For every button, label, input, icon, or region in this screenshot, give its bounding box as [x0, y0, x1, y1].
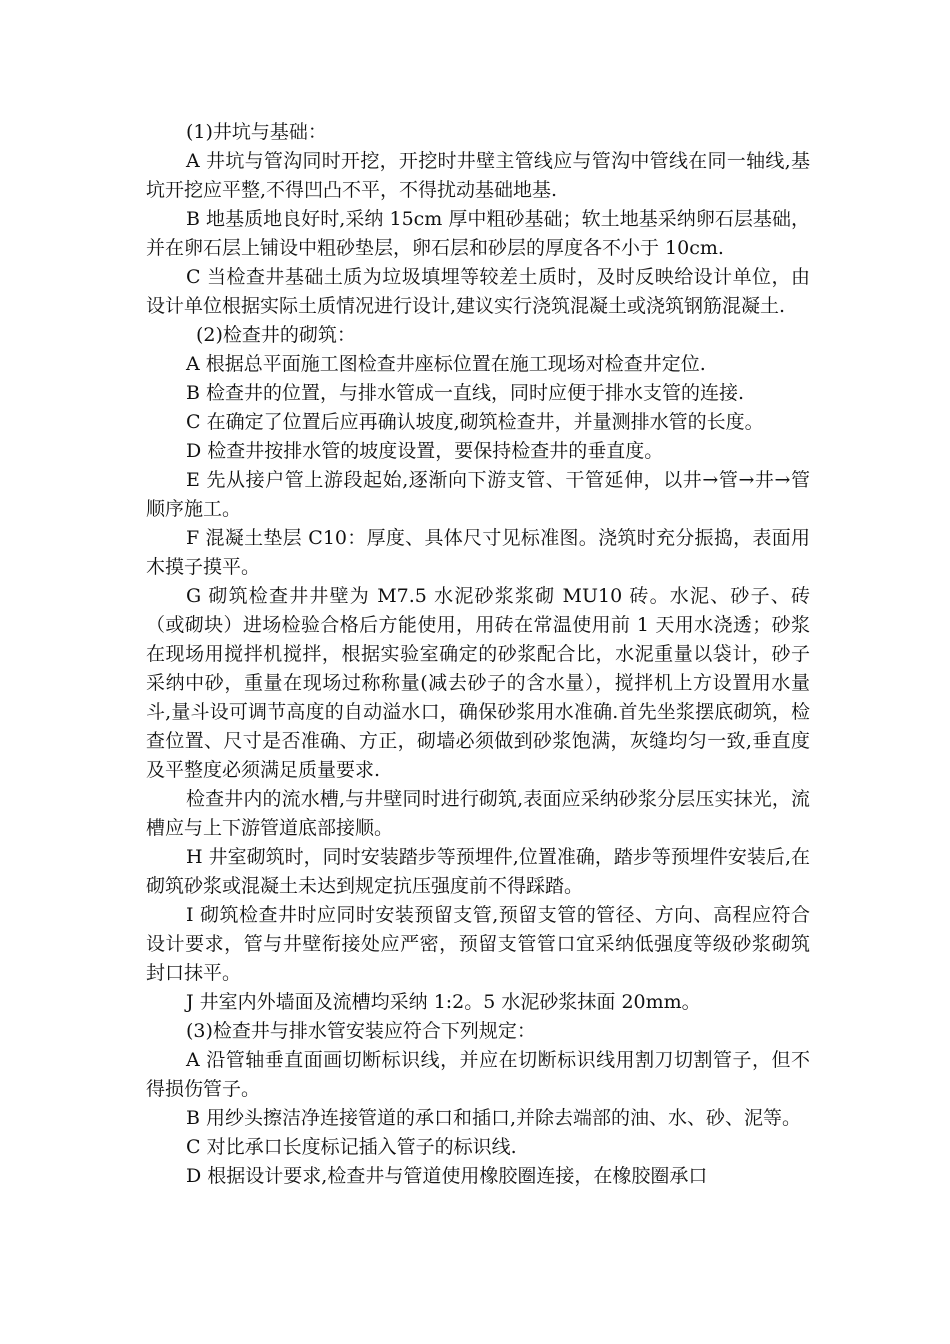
paragraph-1c: C 当检查井基础土质为垃圾填埋等较差土质时，及时反映给设计单位，由设计单位根据实际土质情况进行设计,建议实行浇筑混凝土或浇筑钢筋混凝土.: [146, 266, 810, 317]
paragraph-2c: C 在确定了位置后应再确认坡度,砌筑检查井，并量测排水管的长度。: [186, 411, 764, 433]
paragraph-2f: F 混凝土垫层 C10：厚度、具体尺寸见标准图。浇筑时充分振捣，表面用木摸子摸平。: [146, 527, 810, 578]
section-heading-1: (1)井坑与基础：: [186, 121, 327, 143]
paragraph-2g: G 砌筑检查井井壁为 M7.5 水泥砂浆浆砌 MU10 砖。水泥、砂子、砖（或砌块）进场检验合格后方能使用，用砖在常温使用前 1 天用水浇透；砂浆在现场用搅拌机搅拌，根据实验室确定的砂浆配合比，水泥重量以袋计，砂子采纳中砂，重量在现场过称称量(减去砂子的含水量），搅拌机上方设置用水量斗,量斗设可调节高度的自动溢水口，确保砂浆用水准确.首先坐浆摆底砌筑，检查位置、尺寸是否准确、方正，砌墙必须做到砂浆饱满，灰缝均匀一致,垂直度及平整度必须满足质量要求.: [146, 585, 810, 781]
paragraph-2i: I 砌筑检查井时应同时安装预留支管,预留支管的管径、方向、高程应符合设计要求，管与井壁衔接处应严密，预留支管管口宜采纳低强度等级砂浆砌筑封口抹平。: [146, 904, 810, 984]
paragraph-1b: B 地基质地良好时,采纳 15cm 厚中粗砂基础；软土地基采纳卵石层基础，并在卵石层上铺设中粗砂垫层，卵石层和砂层的厚度各不小于 10cm.: [146, 208, 810, 259]
paragraph-2e: E 先从接户管上游段起始,逐渐向下游支管、干管延伸，以井→管→井→管顺序施工。: [146, 469, 810, 520]
paragraph-2d: D 检查井按排水管的坡度设置，要保持检查井的垂直度。: [186, 440, 664, 462]
paragraph-2g-flow-channel: 检查井内的流水槽,与井壁同时进行砌筑,表面应采纳砂浆分层压实抹光，流槽应与上下游管道底部接顺。: [146, 788, 810, 839]
paragraph-2h: H 井室砌筑时，同时安装踏步等预埋件,位置准确，踏步等预埋件安装后,在砌筑砂浆或混凝土未达到规定抗压强度前不得踩踏。: [146, 846, 810, 897]
section-heading-3: (3)检查井与排水管安装应符合下列规定：: [186, 1020, 536, 1042]
paragraph-2j: J 井室内外墙面及流槽均采纳 1:2。5 水泥砂浆抹面 20mm。: [186, 991, 701, 1013]
paragraph-1a: A 井坑与管沟同时开挖，开挖时井壁主管线应与管沟中管线在同一轴线,基坑开挖应平整,不得凹凸不平，不得扰动基础地基.: [146, 150, 810, 201]
paragraph-3b: B 用纱头擦洁净连接管道的承口和插口,并除去端部的油、水、砂、泥等。: [186, 1107, 802, 1129]
section-heading-2: (2)检查井的砌筑：: [196, 324, 356, 346]
paragraph-2b: B 检查井的位置，与排水管成一直线，同时应便于排水支管的连接.: [186, 382, 745, 404]
paragraph-3c: C 对比承口长度标记插入管子的标识线.: [186, 1136, 517, 1158]
paragraph-2a: A 根据总平面施工图检查井座标位置在施工现场对检查井定位.: [186, 353, 706, 375]
paragraph-3a: A 沿管轴垂直面画切断标识线，并应在切断标识线用割刀切割管子，但不得损伤管子。: [146, 1049, 810, 1100]
paragraph-3d: D 根据设计要求,检查井与管道使用橡胶圈连接，在橡胶圈承口: [186, 1165, 708, 1187]
document-body: [146, 118, 810, 1191]
